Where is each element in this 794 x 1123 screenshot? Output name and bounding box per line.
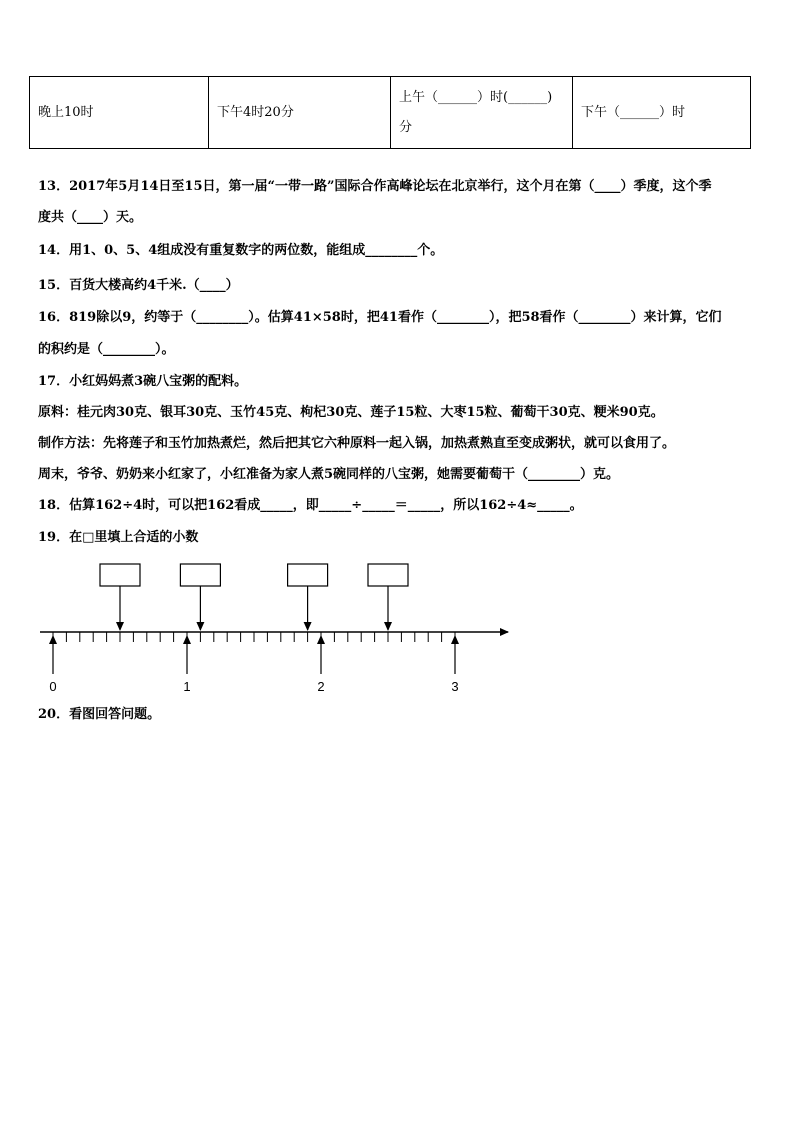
question-16-line2: 的积约是（________）。 — [38, 342, 175, 357]
question-15: 15．百货大楼高约4千米.（____） — [38, 278, 239, 293]
number-line-diagram — [30, 556, 520, 696]
table-cell-line: 分 — [399, 119, 413, 135]
number-label: 0 — [49, 679, 57, 694]
question-17-line4: 周末，爷爷、奶奶来小红家了，小红准备为家人煮5碗同样的八宝粥，她需要葡萄干（________）克。 — [38, 467, 620, 482]
answer-box[interactable] — [180, 564, 220, 586]
question-18: 18．估算162÷4时，可以把162看成_____，即_____÷_____＝_____，所以162÷4≈_____。 — [38, 498, 583, 513]
question-16-line1: 16．819除以9，约等于（________）。估算41×58时，把41看作（________），把58看作（________）来计算，它们 — [38, 310, 722, 325]
number-line-ticks — [53, 632, 455, 642]
question-17-line2: 原料：桂元肉30克、银耳30克、玉竹45克、枸杞30克、莲子15粒、大枣15粒、葡萄干30克、粳米90克。 — [38, 405, 664, 420]
table-cell — [391, 77, 573, 149]
question-14: 14．用1、0、5、4组成没有重复数字的两位数，能组成________个。 — [38, 243, 444, 258]
table-cell-line: 上午（______）时(______) — [399, 89, 553, 105]
number-label: 2 — [317, 679, 325, 694]
table-cell: 晚上10时 — [30, 77, 209, 149]
table-row — [30, 77, 751, 149]
question-17-line1: 17．小红妈妈煮3碗八宝粥的配料。 — [38, 374, 248, 389]
question-20: 20．看图回答问题。 — [38, 707, 161, 722]
question-13-line1: 13．2017年5月14日至15日，第一届“一带一路”国际合作高峰论坛在北京举行，这个月在第（____）季度，这个季 — [38, 179, 712, 194]
answer-box[interactable] — [288, 564, 328, 586]
answer-boxes — [100, 564, 408, 630]
table-cell: 下午4时20分 — [209, 77, 391, 149]
question-17-line3: 制作方法：先将莲子和玉竹加热煮烂，然后把其它六种原料一起入锅，加热煮熟直至变成粥状，就可以食用了。 — [38, 436, 676, 451]
question-13-line2: 度共（____）天。 — [38, 210, 143, 225]
number-label: 1 — [183, 679, 191, 694]
answer-box[interactable] — [368, 564, 408, 586]
table-cell: 下午（______）时 — [573, 77, 751, 149]
number-label: 3 — [451, 679, 459, 694]
answer-box[interactable] — [100, 564, 140, 586]
number-line-labels — [49, 636, 458, 694]
question-19: 19．在□里填上合适的小数 — [38, 530, 199, 545]
time-table — [29, 76, 751, 149]
